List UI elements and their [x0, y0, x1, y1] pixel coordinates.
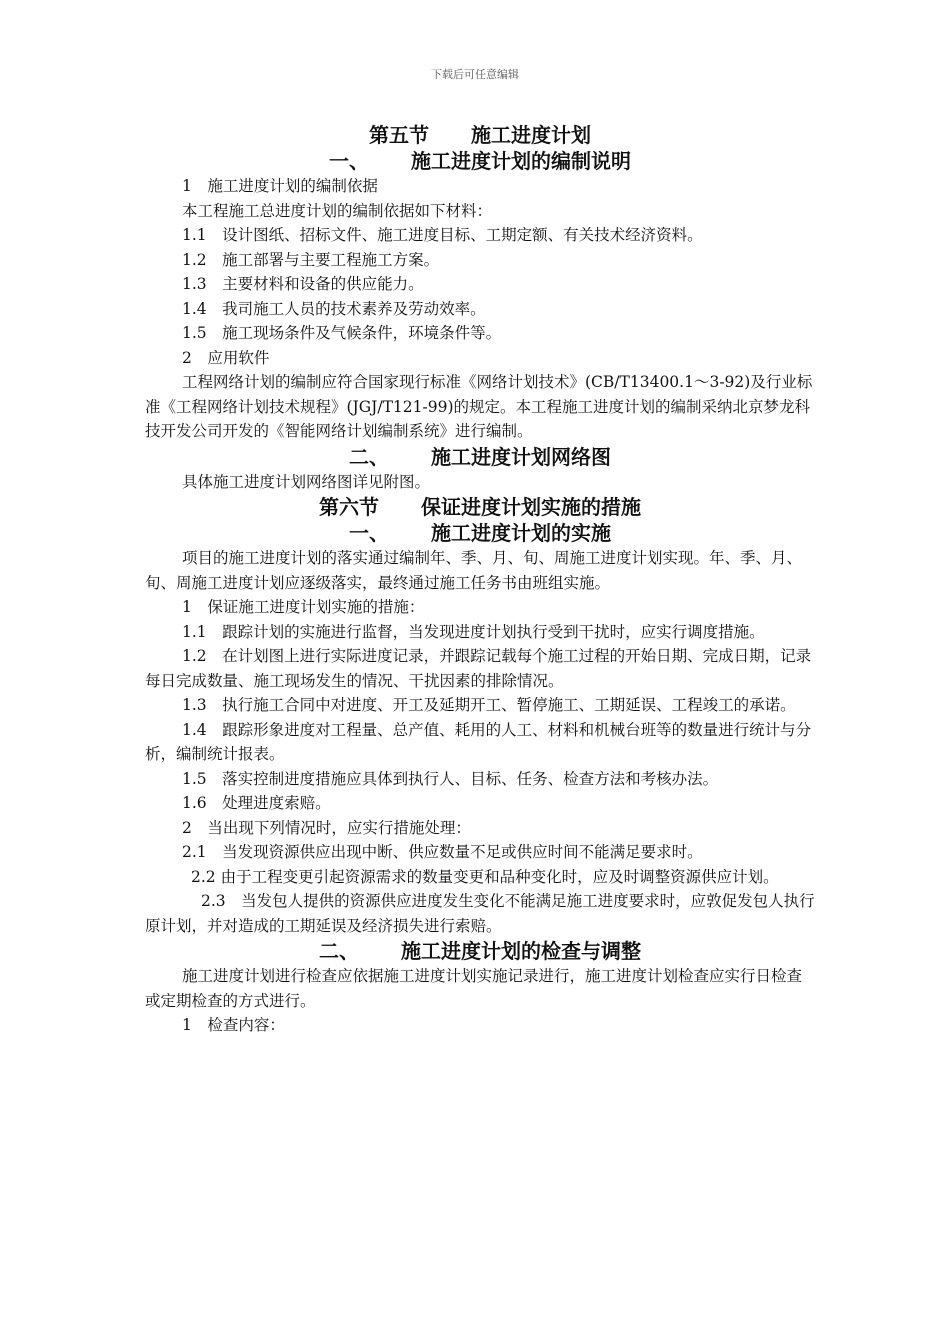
paragraph: 1.2 施工部署与主要工程施工方案。: [182, 250, 440, 269]
paragraph: 1.5 落实控制进度措施应具体到执行人、目标、任务、检查方法和考核办法。: [182, 769, 719, 788]
section-6-heading-1: 一、 施工进度计划的实施: [349, 521, 611, 545]
paragraph: 1.3 主要材料和设备的供应能力。: [182, 275, 424, 293]
section-5-heading-2: 二、 施工进度计划网络图: [349, 444, 611, 469]
section-5-heading-1: 一、 施工进度计划的编制说明: [329, 149, 631, 173]
paragraph: 1 保证施工进度计划实施的措施：: [182, 598, 425, 616]
paragraph: 具体施工进度计划网络图详见附图。: [182, 472, 431, 491]
paragraph: 工程网络计划的编制应符合国家现行标准《网络计划技术》(CB/T13400.1～3-92)及行业标准《工程网络计划技术规程》(JGJ/T121-99)的规定。本工程施工进度计划的编制采纳北京梦龙科技开发公司开发的《智能网络计划编制系统》进行编制。: [145, 373, 813, 440]
paragraph: 2.3 当发包人提供的资源供应进度发生变化不能满足施工进度要求时，应敦促发包人执行原计划，并对造成的工期延误及经济损失进行索赔。: [145, 892, 815, 935]
paragraph: 1 施工进度计划的编制依据: [182, 177, 378, 195]
paragraph: 项目的施工进度计划的落实通过编制年、季、月、旬、周施工进度计划实现。年、季、月、旬、周施工进度计划应逐级落实，最终通过施工任务书由班组实施。: [145, 549, 803, 592]
paragraph: 1.6 处理进度索赔。: [182, 794, 331, 812]
paragraph: 1 检查内容：: [182, 1016, 285, 1034]
paragraph: 2.1 当发现资源供应出现中断、供应数量不足或供应时间不能满足要求时。: [182, 843, 703, 861]
paragraph: 1.3 执行施工合同中对进度、开工及延期开工、暂停施工、工期延误、工程竣工的承诺。: [182, 696, 796, 714]
paragraph: 2 应用软件: [182, 348, 270, 367]
section-6-title: 第六节 保证进度计划实施的措施: [319, 495, 641, 519]
paragraph: 2 当出现下列情况时，应实行措施处理：: [182, 818, 471, 837]
paragraph: 1.5 施工现场条件及气候条件，环境条件等。: [182, 324, 502, 342]
paragraph: 1.1 设计图纸、招标文件、施工进度目标、工期定额、有关技术经济资料。: [182, 226, 703, 244]
section-6-heading-2: 二、 施工进度计划的检查与调整: [319, 939, 641, 963]
section-5-title: 第五节 施工进度计划: [369, 123, 591, 147]
paragraph: 1.2 在计划图上进行实际进度记录，并跟踪记载每个施工过程的开始日期、完成日期，记录每日完成数量、施工现场发生的情况、干扰因素的排除情况。: [145, 647, 812, 690]
paragraph: 1.4 跟踪形象进度对工程量、总产值、耗用的人工、材料和机械台班等的数量进行统计与分析，编制统计报表。: [145, 720, 812, 763]
paragraph: 1.4 我司施工人员的技术素养及劳动效率。: [182, 299, 486, 318]
document-body: [145, 122, 815, 1038]
page-header: 下载后可任意编辑: [431, 68, 519, 81]
paragraph: 本工程施工总进度计划的编制依据如下材料：: [182, 201, 493, 220]
paragraph: 1.1 跟踪计划的实施进行监督，当发现进度计划执行受到干扰时，应实行调度措施。: [182, 622, 765, 641]
paragraph: 施工进度计划进行检查应依据施工进度计划实施记录进行，施工进度计划检查应实行日检查或定期检查的方式进行。: [145, 967, 803, 1010]
paragraph: 2.2 由于工程变更引起资源需求的数量变更和品种变化时，应及时调整资源供应计划。: [191, 867, 779, 886]
